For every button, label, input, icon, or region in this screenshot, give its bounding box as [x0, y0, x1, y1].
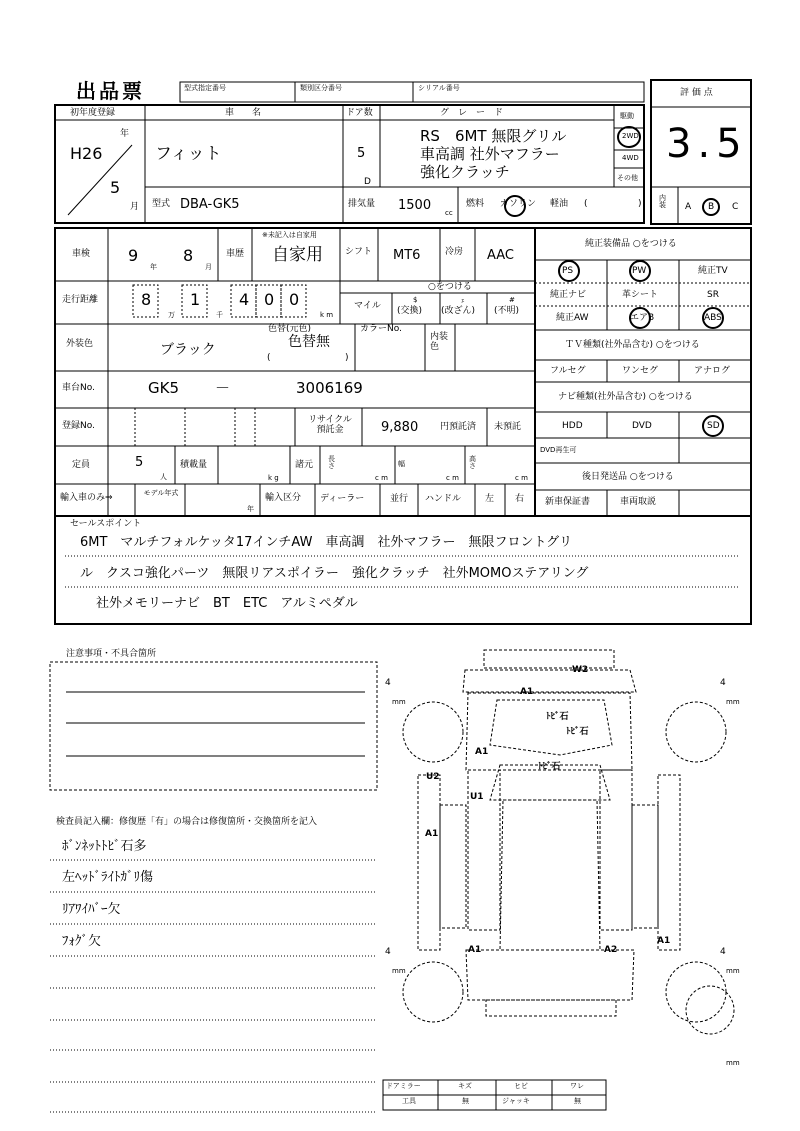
mileage-digit-2: 1 [190, 290, 201, 309]
model-spec-label: 型式指定番号 [184, 84, 226, 92]
spare-mm: mm [726, 1059, 740, 1067]
tire-rr-mm: mm [726, 967, 740, 975]
tire-fl-mm: mm [392, 698, 406, 706]
grade-line-3: 強化クラッチ [420, 163, 510, 181]
left-hand: 左 [485, 494, 495, 504]
cc-unit: cc [445, 209, 453, 217]
equip-aw: 純正AW [556, 313, 589, 323]
inspector-label: 検査員記入欄：修復歴「有」の場合は修復箇所・交換箇所を記入 [56, 817, 318, 827]
mile-option: マイル [354, 301, 381, 311]
parallel-option: 並行 [390, 494, 409, 504]
form-title: 出品票 [76, 79, 145, 103]
table-header-crack: ヒビ [514, 1082, 528, 1090]
mark-a1-fender: A1 [475, 747, 489, 757]
mark-a1-right: A1 [657, 936, 671, 946]
cm-unit-2: c m [446, 474, 459, 482]
color-change-label: 色替(元色) [268, 324, 312, 334]
displacement: 1500 [398, 198, 432, 213]
fuel-paren-close: ) [638, 199, 642, 209]
grade-label: グ レ ー ド [440, 108, 504, 118]
mark-a1-hood: A1 [520, 687, 534, 697]
tire-fr: 4 [720, 678, 726, 688]
history: 自家用 [272, 245, 323, 265]
mileage-digit-1: 8 [141, 290, 152, 309]
interior-a: A [685, 202, 692, 212]
fuel-label: 燃料 [466, 199, 485, 209]
month-unit: 月 [130, 202, 140, 212]
tv-title: ＴＶ種類(社外品含む) ○をつける [565, 340, 700, 350]
handle-label: ハンドル [425, 494, 462, 504]
doors: 5 [357, 146, 366, 161]
displacement-label: 排気量 [348, 199, 376, 209]
interior-b: B [708, 202, 715, 212]
class-label: 類別区分番号 [300, 84, 342, 92]
inspector-line-4: ﾌｫｸﾞ欠 [62, 934, 102, 949]
insp-month-unit: 月 [205, 263, 212, 271]
mileage-label: 走行距離 [62, 295, 99, 305]
mark-chip-2: ﾄﾋﾞ石 [566, 727, 589, 737]
sales-label: セールスポイント [70, 519, 142, 529]
table-tools: 工具 [402, 1097, 416, 1105]
mark-a1-side: A1 [425, 829, 439, 839]
history-note: ※未記入は自家用 [262, 231, 317, 239]
mileage-digit-4: 0 [264, 290, 275, 309]
insp-year-unit: 年 [150, 263, 157, 271]
sales-line-3: 社外メモリーナビ BT ETC アルミペダル [96, 596, 358, 611]
interior-c: C [732, 202, 739, 212]
reg-label: 登録No. [62, 421, 95, 431]
history-label: 車歴 [226, 249, 245, 259]
cm-unit-1: c m [375, 474, 388, 482]
shift: MT6 [393, 248, 421, 263]
equip-abs: ABS [704, 313, 722, 323]
tire-rl-mm: mm [392, 967, 406, 975]
equip-title: 純正装備品 ○をつける [585, 239, 677, 249]
drive-4wd: 4WD [622, 154, 639, 162]
fuel-paren-open: ( [584, 199, 588, 209]
exterior-label: 外装色 [66, 339, 94, 349]
person-unit: 人 [160, 473, 167, 481]
navi-title: ナビ種類(社外品含む) ○をつける [558, 392, 693, 402]
fuel-light: 軽油 [550, 199, 569, 209]
dealer-option: ディーラー [320, 494, 365, 504]
docs-title: 後日発送品 ○をつける [582, 472, 674, 482]
inspector-line-1: ﾎﾞﾝﾈｯﾄﾄﾋﾞ石多 [62, 839, 147, 854]
import-label: 輸入車のみ⇒ [60, 493, 113, 503]
unknown-option: (不明) [494, 306, 520, 316]
paren-close: ) [345, 353, 349, 363]
equip-navi: 純正ナビ [550, 290, 587, 300]
chassis-model: GK5 [148, 379, 180, 397]
equip-tv: 純正TV [698, 266, 728, 276]
recycle-amount: 9,880 [381, 420, 419, 435]
length-label: 長さ [328, 455, 335, 470]
navi-hdd: HDD [562, 421, 583, 431]
km-unit: k m [320, 311, 334, 319]
inspector-line-3: ﾘｱﾜｲﾊﾞｰ欠 [62, 902, 121, 917]
shift-label: シフト [345, 247, 373, 257]
recycle-unit: 円預託済 [440, 422, 477, 432]
tv-fullseg: フルセグ [550, 366, 586, 376]
interior-color-label: 内装色 [430, 332, 449, 352]
alter-top: ｪ [461, 296, 465, 304]
tv-oneseg: ワンセグ [622, 366, 659, 376]
mileage-digit-3: 4 [239, 290, 250, 309]
table-jack: ジャッキ [502, 1097, 530, 1105]
table-header-mirror: ドアミラー [386, 1082, 421, 1090]
serial-label: シリアル番号 [418, 84, 460, 92]
mark-chip-3: ﾄﾋﾞ石 [538, 762, 561, 772]
mark-w2: W2 [572, 665, 589, 675]
equip-ps: PS [562, 266, 574, 276]
door-type: D [364, 177, 371, 187]
capacity-label: 定員 [72, 460, 91, 470]
grade-line-2: 車高調 社外マフラー [420, 145, 560, 163]
height-label: 高さ [469, 455, 476, 470]
inspection-year: 9 [128, 246, 139, 265]
navi-dvd: DVD [632, 421, 652, 431]
unknown-top: # [509, 296, 515, 304]
swap-top: $ [413, 296, 418, 304]
vehicle-diagram [403, 650, 734, 1034]
drive-2wd: 2WD [622, 132, 639, 140]
dims-label: 諸元 [295, 460, 314, 470]
docs-manual: 車両取説 [620, 497, 657, 507]
table-tools-value: 無 [462, 1097, 469, 1105]
docs-warranty: 新車保証書 [545, 497, 591, 507]
paren-open: ( [267, 353, 271, 363]
dvd-play: DVD再生可 [540, 446, 577, 454]
sales-line-1: 6MT マルチフォルケッタ17インチAW 車高調 社外マフラー 無限フロントグリ [80, 535, 573, 550]
import-class-label: 輸入区分 [265, 493, 302, 503]
model: DBA-GK5 [180, 197, 240, 212]
drive-other: その他 [617, 174, 638, 182]
tire-rl: 4 [385, 947, 391, 957]
drive-label: 駆動 [620, 112, 634, 120]
sen-unit: 千 [216, 311, 223, 319]
mark-u1: U1 [470, 792, 484, 802]
table-header-scratch: キズ [458, 1082, 472, 1090]
doors-label: ドア数 [346, 108, 373, 118]
chassis-no: 3006169 [296, 379, 363, 397]
ac-label: 冷房 [445, 247, 464, 257]
notes-label: 注意事項・不具合箇所 [66, 649, 157, 659]
equip-airbag: エアB [630, 313, 655, 323]
capacity: 5 [135, 455, 144, 470]
load-label: 積載量 [180, 460, 208, 470]
score: 3.5 [666, 121, 748, 167]
table-jack-value: 無 [574, 1097, 581, 1105]
right-hand: 右 [515, 494, 525, 504]
inspection-month: 8 [183, 246, 194, 265]
equip-pw: PW [632, 266, 647, 276]
fuel-gas: ガソリン [500, 199, 537, 209]
year-unit: 年 [120, 129, 130, 139]
mark-a2: A2 [604, 945, 618, 955]
interior-label: 内装 [659, 194, 666, 209]
sales-line-2: ル クスコ強化パーツ 無限リアスポイラー 強化クラッチ 社外MOMOステアリング [80, 566, 589, 581]
equip-leather: 革シート [622, 290, 659, 300]
cm-unit-3: c m [515, 474, 528, 482]
tire-fr-mm: mm [726, 698, 740, 706]
mark-u2: U2 [426, 772, 440, 782]
inspector-line-2: 左ﾍｯﾄﾞﾗｲﾄｶﾞﾘ傷 [62, 870, 154, 885]
color-change: 色替無 [288, 334, 330, 350]
alter-option: (改ざん) [441, 306, 476, 316]
grade-line-1: RS 6MT 無限グリル [420, 127, 567, 145]
mileage-digit-5: 0 [289, 290, 300, 309]
tv-analog: アナログ [694, 366, 731, 376]
score-label: 評 価 点 [680, 88, 713, 98]
width-label: 幅 [398, 460, 405, 468]
table-header-break: ワレ [570, 1082, 584, 1090]
mark-label: ○をつける [428, 282, 472, 292]
import-year-unit: 年 [247, 505, 254, 513]
tire-rr: 4 [720, 947, 726, 957]
exterior-color: ブラック [160, 342, 216, 358]
model-label: 型式 [152, 199, 171, 209]
first-reg-label: 初年度登録 [70, 108, 116, 118]
recycle-not: 未預託 [494, 422, 522, 432]
mark-a1-rear: A1 [468, 945, 482, 955]
chassis-dash: － [215, 379, 231, 397]
first-reg-month: 5 [110, 178, 121, 197]
mark-chip-1: ﾄﾋﾞ石 [546, 712, 569, 722]
navi-sd: SD [707, 421, 720, 431]
kg-unit: k g [268, 474, 279, 482]
chassis-label: 車台No. [62, 383, 95, 393]
inspection-label: 車検 [72, 249, 91, 259]
swap-option: (交換) [397, 306, 423, 316]
man-unit: 万 [168, 311, 175, 319]
recycle-label: リサイクル預託金 [308, 415, 352, 435]
tire-fl: 4 [385, 678, 391, 688]
color-no-label: カラーNo. [360, 324, 402, 334]
model-year-label: モデル年式 [143, 489, 179, 497]
car-name: フィット [155, 144, 222, 164]
equip-sr: SR [707, 290, 719, 300]
car-name-label: 車 名 [225, 108, 262, 118]
ac: AAC [487, 248, 514, 263]
first-reg-era: H26 [70, 144, 103, 163]
